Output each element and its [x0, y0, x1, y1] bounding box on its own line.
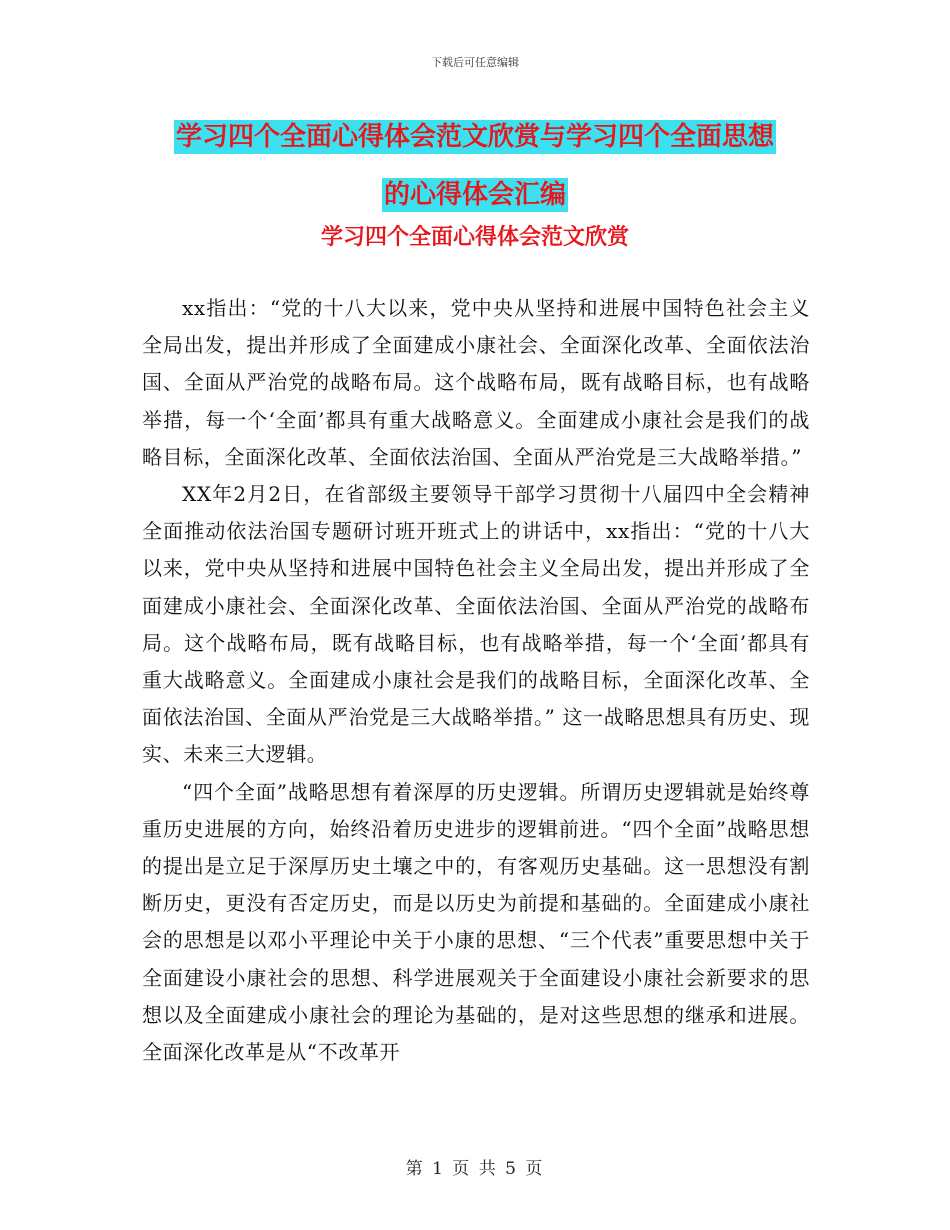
page-footer-page-number: 第 1 页 共 5 页	[405, 1159, 545, 1179]
document-title-line-2: 的心得体会汇编	[383, 180, 566, 210]
document-title	[0, 108, 950, 224]
section-heading: 学习四个全面心得体会范文欣赏	[320, 225, 629, 250]
document-body	[142, 290, 810, 1071]
document-title-line-1: 学习四个全面心得体会范文欣赏与学习四个全面思想	[175, 122, 774, 152]
body-paragraph: XX年2月2日，在省部级主要领导干部学习贯彻十八届四中全会精神全面推动依法治国专题研讨班开班式上的讲话中，xx指出：“党的十八大以来，党中央从坚持和进展中国特色社会主义全局出发，提出并形成了全面建成小康社会、全面深化改革、全面依法治国、全面从严治党的战略布局。这个战略布局，既有战略目标，也有战略举措，每一个‘全面’都具有重大战略意义。全面建成小康社会是我们的战略目标，全面深化改革、全面依法治国、全面从严治党是三大战略举措。” 这一战略思想具有历史、现实、未来三大逻辑。	[142, 482, 810, 767]
page-header-note: 下载后可任意编辑	[431, 56, 519, 69]
body-paragraph: “四个全面”战略思想有着深厚的历史逻辑。所谓历史逻辑就是始终尊重历史进展的方向，始终沿着历史进步的逻辑前进。“四个全面”战略思想的提出是立足于深厚历史土壤之中的，有客观历史基础。这一思想没有割断历史，更没有否定历史，而是以历史为前提和基础的。全面建成小康社会的思想是以邓小平理论中关于小康的思想、“三个代表”重要思想中关于全面建设小康社会的思想、科学进展观关于全面建设小康社会新要求的思想以及全面建成小康社会的理论为基础的，是对这些思想的继承和进展。全面深化改革是从“不改革开	[142, 779, 810, 1065]
body-paragraph: xx指出：“党的十八大以来，党中央从坚持和进展中国特色社会主义全局出发，提出并形成了全面建成小康社会、全面深化改革、全面依法治国、全面从严治党的战略布局。这个战略布局，既有战略目标，也有战略举措，每一个‘全面’都具有重大战略意义。全面建成小康社会是我们的战略目标，全面深化改革、全面依法治国、全面从严治党是三大战略举措。”	[142, 296, 810, 469]
